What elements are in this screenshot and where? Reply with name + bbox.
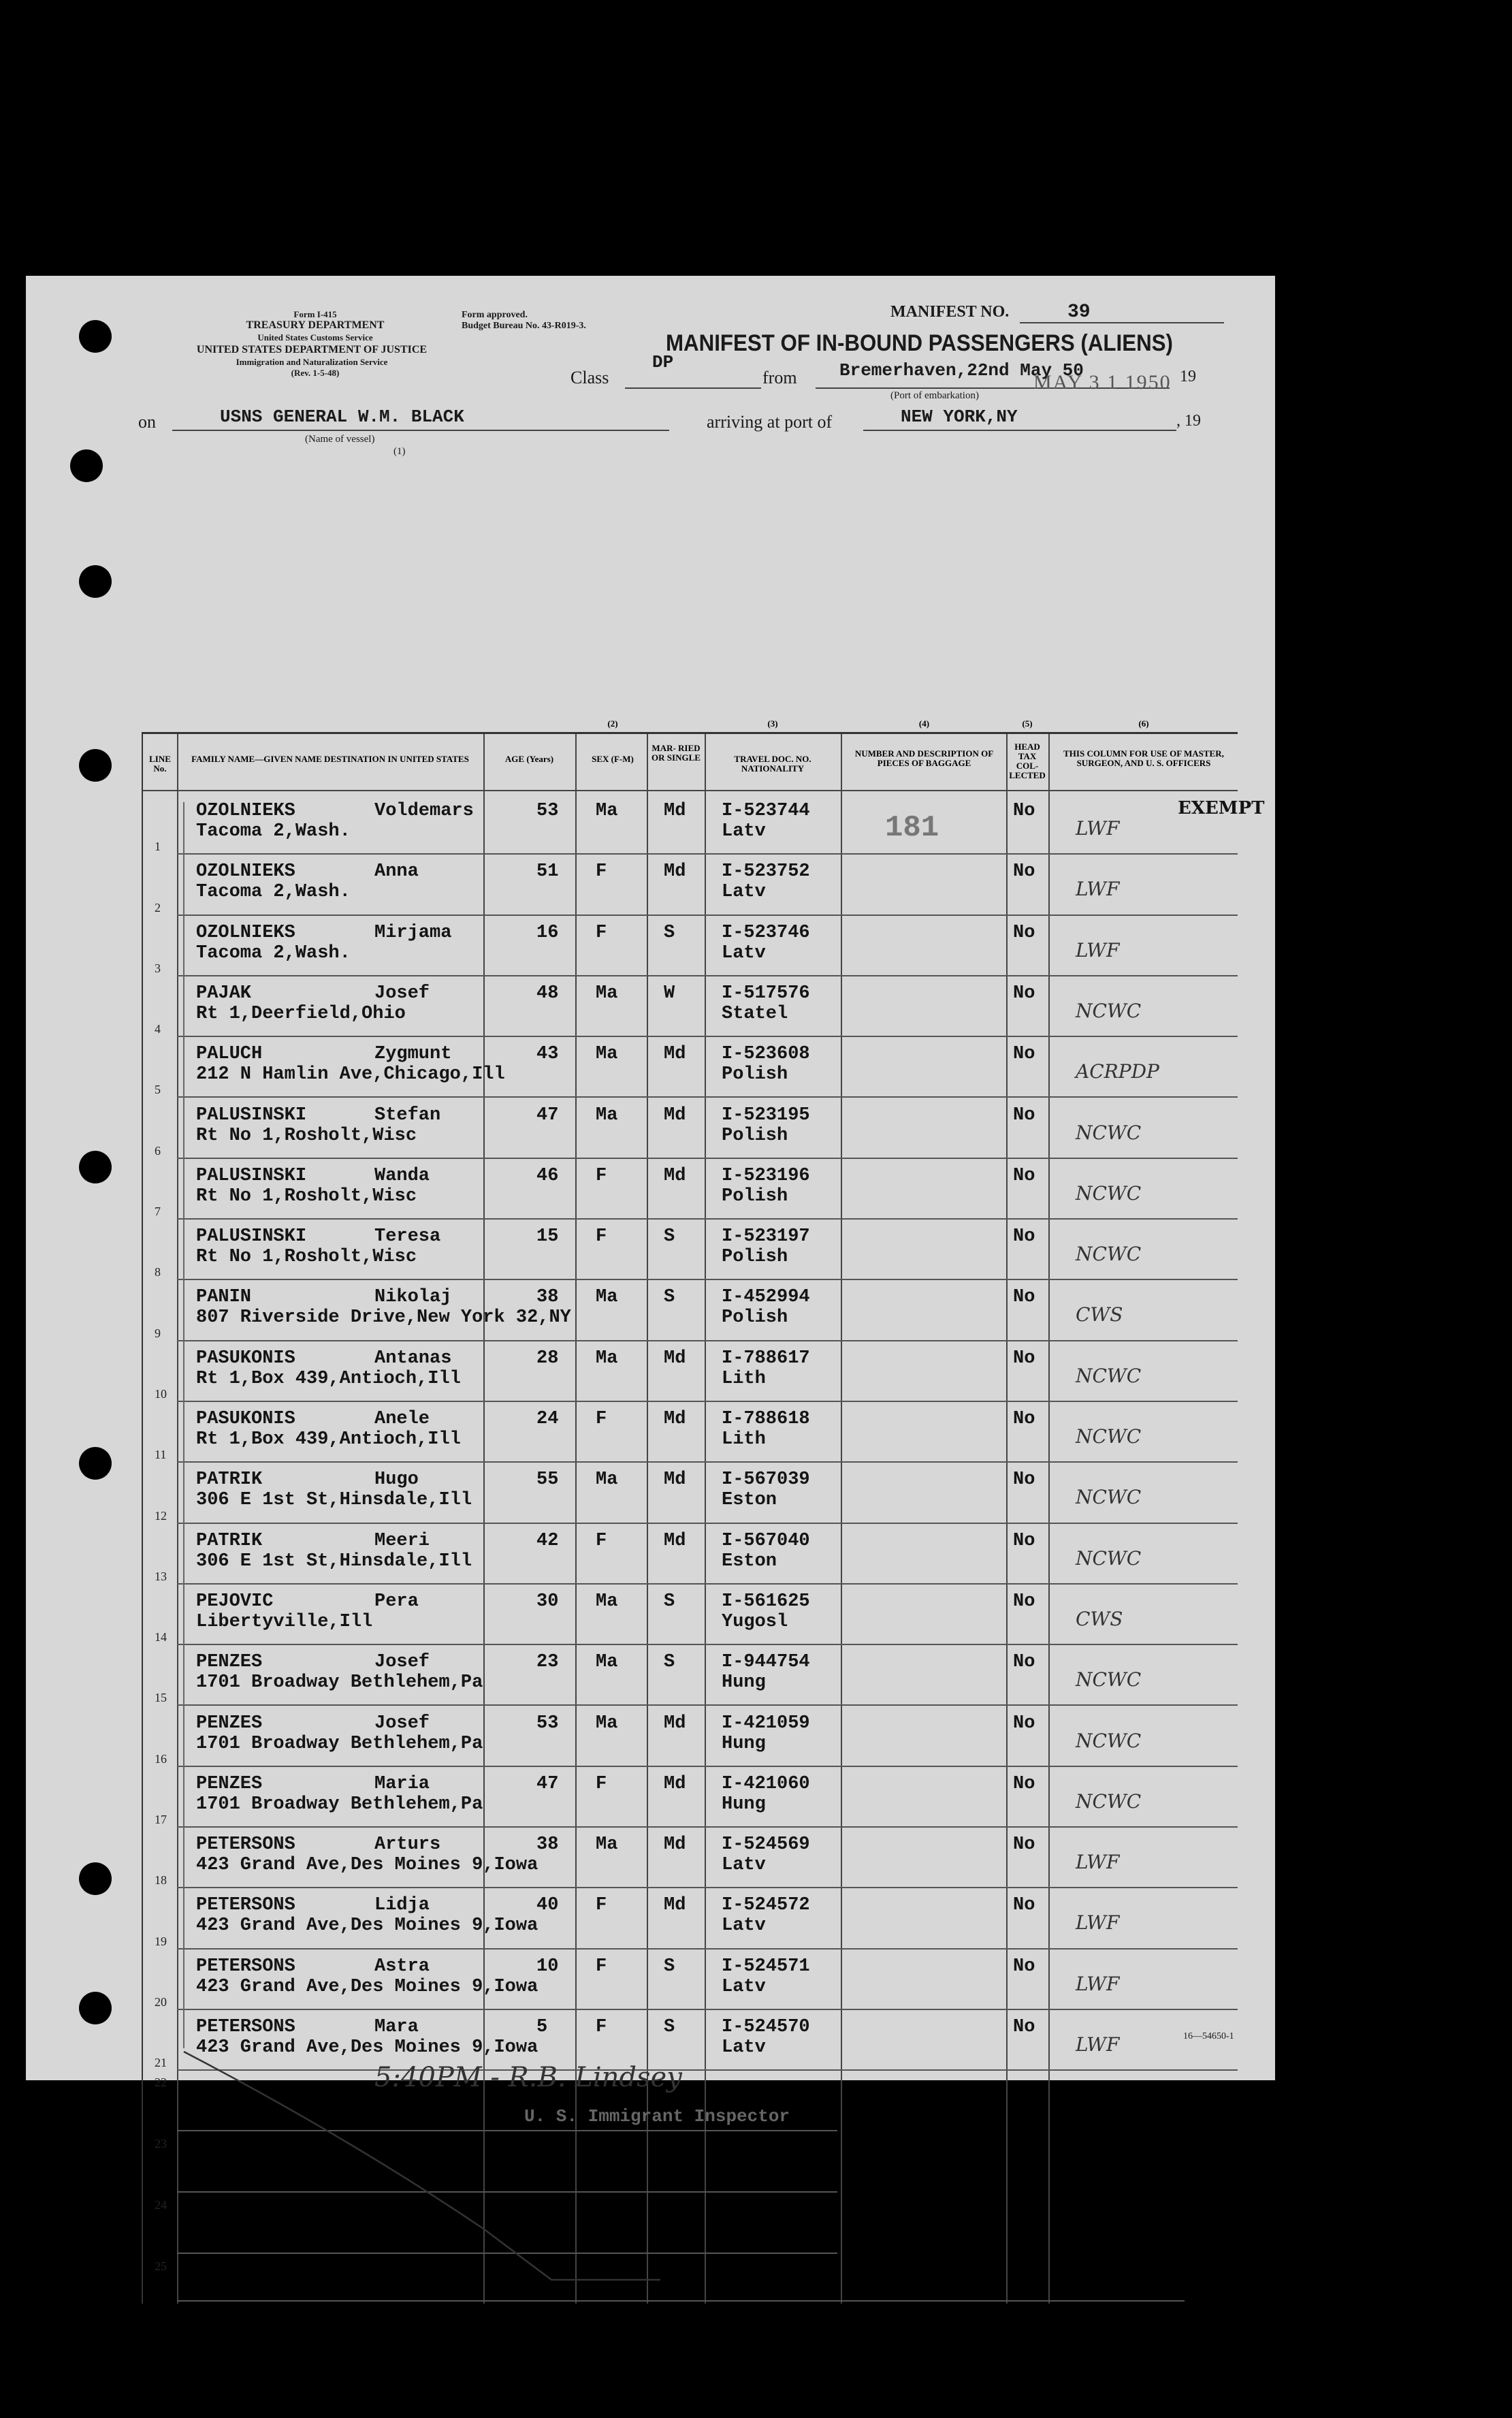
surname: PENZES	[196, 1652, 263, 1673]
travel-doc-no: I-524571	[722, 1956, 810, 1977]
line-number: 23	[155, 2137, 167, 2150]
arriving-label: arriving at port of	[707, 412, 833, 432]
officer-note: NCWC	[1076, 1546, 1142, 1570]
sex: Ma	[596, 1287, 618, 1308]
sex: F	[596, 1530, 607, 1551]
officer-note: NCWC	[1076, 1729, 1142, 1752]
travel-doc-no: I-523744	[722, 801, 810, 821]
head-tax: No	[1013, 1469, 1035, 1491]
nationality: Polish	[722, 1247, 788, 1268]
destination: 423 Grand Ave,Des Moines 9,Iowa	[196, 2037, 538, 2058]
stamp-date: MAY 3 1 1950	[1033, 371, 1172, 394]
binder-hole	[79, 749, 112, 782]
age: 53	[536, 1713, 559, 1734]
footer-code: 16—54650-1	[1183, 2031, 1234, 2041]
nationality: Eston	[722, 1490, 777, 1511]
nationality: Latv	[722, 942, 766, 964]
year-suffix: 19	[1180, 368, 1196, 385]
from-value: Bremerhaven,22nd May 50	[839, 360, 1084, 381]
surname: PALUCH	[196, 1044, 263, 1065]
form-approved: Form approved.	[462, 310, 528, 320]
manifest-sheet	[26, 276, 1275, 2273]
exempt-note: EXEMPT	[1178, 798, 1265, 818]
head-tax: No	[1013, 1591, 1035, 1612]
class-line	[625, 387, 761, 389]
age: 43	[536, 1044, 559, 1065]
travel-doc-no: I-788618	[722, 1409, 810, 1429]
given-name: Teresa	[374, 1226, 441, 1247]
nationality: Polish	[722, 1064, 788, 1085]
nationality: Polish	[722, 1186, 788, 1207]
passenger-table	[142, 718, 1265, 2304]
inspector-caption: U. S. Immigrant Inspector	[524, 2106, 790, 2127]
head-tax: No	[1013, 922, 1035, 943]
marital-status: Md	[664, 1773, 686, 1794]
cancel-stroke	[143, 734, 688, 2304]
age: 38	[536, 1834, 559, 1856]
marital-status: Md	[664, 1834, 686, 1856]
marital-status: Md	[664, 861, 686, 882]
head-tax: No	[1013, 861, 1035, 882]
header-officers: THIS COLUMN FOR USE OF MASTER, SURGEON, AND U. S. OFFICERS	[1063, 748, 1224, 768]
officer-note: NCWC	[1076, 1243, 1142, 1266]
officer-note: CWS	[1076, 1303, 1123, 1326]
head-tax: No	[1013, 1348, 1035, 1369]
line-number: 3	[155, 961, 161, 975]
sex: Ma	[596, 1713, 618, 1734]
marital-status: S	[664, 1591, 675, 1612]
age: 38	[536, 1287, 559, 1308]
officer-note: ACRPDP	[1076, 1060, 1159, 1083]
surname: OZOLNIEKS	[196, 801, 295, 821]
nationality: Hung	[722, 1794, 766, 1815]
manifest-no-label: MANIFEST NO.	[890, 303, 1010, 321]
age: 46	[536, 1165, 559, 1186]
sex: Ma	[596, 1591, 618, 1612]
sex: Ma	[596, 1652, 618, 1673]
age: 16	[536, 922, 559, 943]
sex: Ma	[596, 1469, 618, 1491]
surname: PETERSONS	[196, 1834, 295, 1856]
age: 47	[536, 1773, 559, 1794]
age: 55	[536, 1469, 559, 1491]
line-number: 15	[155, 1691, 167, 1705]
given-name: Antanas	[374, 1348, 452, 1369]
line-number: 6	[155, 1143, 161, 1158]
destination: 1701 Broadway Bethlehem,Pa	[196, 1794, 483, 1815]
given-name: Meeri	[374, 1530, 430, 1551]
on-label: on	[138, 412, 156, 432]
given-name: Voldemars	[374, 801, 474, 821]
marital-status: Md	[664, 801, 686, 821]
destination: Rt 1,Box 439,Antioch,Ill	[196, 1368, 461, 1389]
given-name: Lidja	[374, 1895, 430, 1916]
header-headtax: HEAD TAX COL- LECTED	[1009, 742, 1046, 780]
travel-doc-no: I-944754	[722, 1652, 810, 1673]
sex: Ma	[596, 801, 618, 821]
travel-doc-no: I-523195	[722, 1104, 810, 1126]
given-name: Arturs	[374, 1834, 441, 1856]
officer-note: LWF	[1076, 817, 1120, 840]
manifest-title: MANIFEST OF IN-BOUND PASSENGERS (ALIENS)	[666, 330, 1173, 356]
officer-note: NCWC	[1076, 1789, 1142, 1813]
travel-doc-no: I-421059	[722, 1713, 810, 1734]
head-tax: No	[1013, 1956, 1035, 1977]
travel-doc-no: I-452994	[722, 1287, 810, 1308]
officer-note: LWF	[1076, 1851, 1120, 1874]
age: 24	[536, 1409, 559, 1429]
given-name: Maria	[374, 1773, 430, 1794]
head-tax: No	[1013, 1409, 1035, 1429]
nationality: Latv	[722, 2037, 766, 2058]
line-number: 5	[155, 1083, 161, 1097]
destination: Tacoma 2,Wash.	[196, 942, 351, 964]
given-name: Pera	[374, 1591, 419, 1612]
destination: 423 Grand Ave,Des Moines 9,Iowa	[196, 1915, 538, 1937]
age: 42	[536, 1530, 559, 1551]
given-name: Josef	[374, 1713, 430, 1734]
line-number: 16	[155, 1751, 167, 1766]
given-name: Zygmunt	[374, 1044, 452, 1065]
given-name: Wanda	[374, 1165, 430, 1186]
officer-note: LWF	[1076, 1972, 1120, 1995]
age: 48	[536, 983, 559, 1004]
given-name: Josef	[374, 983, 430, 1004]
officer-note: NCWC	[1076, 1668, 1142, 1691]
class-label: Class	[570, 368, 609, 387]
destination: 306 E 1st St,Hinsdale,Ill	[196, 1550, 472, 1572]
header-travel-col: (3)	[767, 718, 778, 729]
marital-status: Md	[664, 1348, 686, 1369]
budget-bureau: Budget Bureau No. 43-R019-3.	[462, 321, 586, 331]
surname: PALUSINSKI	[196, 1104, 307, 1126]
destination: 1701 Broadway Bethlehem,Pa	[196, 1733, 483, 1754]
sex: F	[596, 2017, 607, 2037]
port-embarkation-caption: (Port of embarkation)	[890, 390, 979, 401]
header-married: MAR- RIED OR SINGLE	[652, 743, 701, 763]
line-number: 19	[155, 1934, 167, 1948]
sex: F	[596, 922, 607, 943]
nationality: Latv	[722, 821, 766, 842]
header-sex-col: (2)	[607, 718, 618, 729]
year-suffix-2: , 19	[1176, 412, 1201, 430]
line-number: 17	[155, 1813, 167, 1827]
officer-note: NCWC	[1076, 1181, 1142, 1205]
revision: (Rev. 1-5-48)	[291, 368, 340, 378]
arrival-line	[863, 430, 1176, 431]
officer-note: LWF	[1076, 2033, 1120, 2056]
destination: Tacoma 2,Wash.	[196, 821, 351, 842]
travel-doc-no: I-524572	[722, 1895, 810, 1916]
destination: Rt No 1,Rosholt,Wisc	[196, 1186, 417, 1207]
nationality: Hung	[722, 1672, 766, 1693]
line-number: 14	[155, 1630, 167, 1644]
header-travel: TRAVEL DOC. NO. NATIONALITY	[734, 754, 811, 774]
surname: PETERSONS	[196, 1895, 295, 1916]
destination: 306 E 1st St,Hinsdale,Ill	[196, 1490, 472, 1511]
destination: Rt 1,Box 439,Antioch,Ill	[196, 1429, 461, 1450]
marital-status: Md	[664, 1469, 686, 1491]
surname: PAJAK	[196, 983, 252, 1004]
nationality: Latv	[722, 1976, 766, 1997]
nationality: Lith	[722, 1429, 766, 1450]
officer-note: LWF	[1076, 938, 1120, 961]
head-tax: No	[1013, 1652, 1035, 1673]
sex: F	[596, 1956, 607, 1977]
destination: Rt No 1,Rosholt,Wisc	[196, 1125, 417, 1146]
age: 51	[536, 861, 559, 882]
travel-doc-no: I-524569	[722, 1834, 810, 1856]
surname: PATRIK	[196, 1469, 263, 1491]
line-number: 10	[155, 1386, 167, 1401]
sex: Ma	[596, 1348, 618, 1369]
destination: 1701 Broadway Bethlehem,Pa	[196, 1672, 483, 1693]
marital-status: S	[664, 922, 675, 943]
form-number: Form I-415	[293, 309, 337, 319]
given-name: Stefan	[374, 1104, 441, 1126]
age: 15	[536, 1226, 559, 1247]
manifest-no-line	[1020, 322, 1224, 323]
sex: F	[596, 1226, 607, 1247]
line-number: 22	[155, 2075, 167, 2089]
binder-hole	[79, 1992, 112, 2024]
given-name: Nikolaj	[374, 1287, 452, 1308]
surname: OZOLNIEKS	[196, 922, 295, 943]
surname: PENZES	[196, 1773, 263, 1794]
justice-department: UNITED STATES DEPARTMENT OF JUSTICE	[196, 344, 428, 355]
head-tax: No	[1013, 1713, 1035, 1734]
officer-note: NCWC	[1076, 1425, 1142, 1448]
head-tax: No	[1013, 1287, 1035, 1308]
nationality: Latv	[722, 882, 766, 903]
customs-service: United States Customs Service	[257, 332, 373, 343]
destination: 807 Riverside Drive,New York 32,NY	[196, 1307, 571, 1329]
head-tax: No	[1013, 1104, 1035, 1126]
age: 28	[536, 1348, 559, 1369]
line-number: 7	[155, 1205, 161, 1219]
surname: PENZES	[196, 1713, 263, 1734]
head-tax: No	[1013, 1773, 1035, 1794]
vessel-name: USNS GENERAL W.M. BLACK	[220, 407, 464, 427]
given-name: Anna	[374, 861, 419, 882]
surname: PANIN	[196, 1287, 252, 1308]
surname: PALUSINSKI	[196, 1165, 307, 1186]
line-number: 24	[155, 2198, 167, 2212]
given-name: Mirjama	[374, 922, 452, 943]
marital-status: Md	[664, 1530, 686, 1551]
sex: F	[596, 1895, 607, 1916]
line-number: 2	[155, 900, 161, 914]
given-name: Hugo	[374, 1469, 419, 1491]
nationality: Hung	[722, 1733, 766, 1754]
travel-doc-no: I-788617	[722, 1348, 810, 1369]
travel-doc-no: I-524570	[722, 2017, 810, 2037]
vessel-caption: (Name of vessel)	[305, 434, 375, 445]
head-tax: No	[1013, 1226, 1035, 1247]
nationality: Lith	[722, 1368, 766, 1389]
department: TREASURY DEPARTMENT	[246, 319, 385, 331]
sex: Ma	[596, 983, 618, 1004]
age: 10	[536, 1956, 559, 1977]
line-number: 12	[155, 1508, 167, 1523]
destination: 423 Grand Ave,Des Moines 9,Iowa	[196, 1976, 538, 1997]
given-name: Astra	[374, 1956, 430, 1977]
age: 23	[536, 1652, 559, 1673]
surname: OZOLNIEKS	[196, 861, 295, 882]
marital-status: S	[664, 1226, 675, 1247]
line-number: 9	[155, 1326, 161, 1340]
line-number: 21	[155, 2056, 167, 2070]
line-number: 11	[155, 1448, 167, 1462]
header-age: AGE (Years)	[504, 754, 554, 764]
age: 5	[536, 2017, 548, 2037]
surname: PEJOVIC	[196, 1591, 274, 1612]
travel-doc-no: I-523608	[722, 1044, 810, 1065]
line-number: 4	[155, 1022, 161, 1036]
marital-status: Md	[664, 1104, 686, 1126]
travel-doc-no: I-517576	[722, 983, 810, 1004]
marital-status: S	[664, 1956, 675, 1977]
officer-note: LWF	[1076, 1911, 1120, 1935]
from-label: from	[762, 368, 797, 387]
given-name: Josef	[374, 1652, 430, 1673]
surname: PASUKONIS	[196, 1409, 295, 1429]
head-tax: No	[1013, 1044, 1035, 1065]
marital-status: Md	[664, 1165, 686, 1186]
manifest-no-value: 39	[1067, 302, 1091, 323]
nationality: Statel	[722, 1003, 788, 1024]
officer-note: NCWC	[1076, 1364, 1142, 1387]
destination: Rt 1,Deerfield,Ohio	[196, 1003, 406, 1024]
ins-service: Immigration and Naturalization Service	[236, 357, 388, 367]
nationality: Latv	[722, 1915, 766, 1937]
nationality: Eston	[722, 1550, 777, 1572]
travel-doc-no: I-523196	[722, 1165, 810, 1186]
travel-doc-no: I-421060	[722, 1773, 810, 1794]
head-tax: No	[1013, 1530, 1035, 1551]
travel-doc-no: I-567039	[722, 1469, 810, 1491]
age: 53	[536, 801, 559, 821]
travel-doc-no: I-523746	[722, 922, 810, 943]
header-officers-col: (6)	[1138, 718, 1149, 729]
surname: PETERSONS	[196, 1956, 295, 1977]
line-number: 20	[155, 1994, 167, 2009]
header-line-no: LINE No.	[149, 754, 171, 774]
officer-note: NCWC	[1076, 999, 1142, 1022]
header-headtax-col: (5)	[1022, 718, 1033, 729]
sex: Ma	[596, 1834, 618, 1856]
class-value: DP	[652, 352, 674, 372]
given-name: Mara	[374, 2017, 419, 2037]
surname: PETERSONS	[196, 2017, 295, 2037]
nationality: Polish	[722, 1307, 788, 1329]
destination: Rt No 1,Rosholt,Wisc	[196, 1247, 417, 1268]
nationality: Latv	[722, 1855, 766, 1876]
surname: PATRIK	[196, 1530, 263, 1551]
header-baggage: NUMBER AND DESCRIPTION OF PIECES OF BAGGAGE	[854, 748, 994, 768]
line-number: 1	[155, 840, 161, 854]
marital-status: S	[664, 1287, 675, 1308]
binder-hole	[79, 1862, 112, 1895]
head-tax: No	[1013, 1165, 1035, 1186]
head-tax: No	[1013, 801, 1035, 821]
marital-status: S	[664, 1652, 675, 1673]
age: 30	[536, 1591, 559, 1612]
travel-doc-no: I-523752	[722, 861, 810, 882]
travel-doc-no: I-567040	[722, 1530, 810, 1551]
sex: F	[596, 1773, 607, 1794]
age: 47	[536, 1104, 559, 1126]
binder-hole	[79, 1447, 112, 1480]
marital-status: W	[664, 983, 675, 1004]
binder-hole	[79, 320, 112, 353]
officer-note: LWF	[1076, 878, 1120, 901]
head-tax: No	[1013, 1895, 1035, 1916]
nationality: Yugosl	[722, 1611, 788, 1632]
sex: Ma	[596, 1104, 618, 1126]
officer-note: CWS	[1076, 1607, 1123, 1630]
binder-hole	[70, 449, 103, 482]
given-name: Anele	[374, 1409, 430, 1429]
line-number: 18	[155, 1873, 167, 1888]
head-tax: No	[1013, 983, 1035, 1004]
marital-status: Md	[664, 1409, 686, 1429]
travel-doc-no: I-523197	[722, 1226, 810, 1247]
line-number: 25	[155, 2259, 167, 2273]
sex: F	[596, 1409, 607, 1429]
head-tax: No	[1013, 1834, 1035, 1856]
destination: 423 Grand Ave,Des Moines 9,Iowa	[196, 1855, 538, 1876]
surname: PASUKONIS	[196, 1348, 295, 1369]
binder-hole	[79, 565, 112, 598]
binder-hole	[79, 1151, 112, 1183]
vessel-line	[172, 430, 669, 431]
header-name: FAMILY NAME—GIVEN NAME DESTINATION IN UNITED STATES	[191, 754, 469, 764]
header-baggage-col: (4)	[918, 718, 930, 729]
marital-status: S	[664, 2017, 675, 2037]
officer-note: NCWC	[1076, 1121, 1142, 1144]
marital-status: Md	[664, 1044, 686, 1065]
destination: Libertyville,Ill	[196, 1611, 373, 1632]
header-sex: SEX (F-M)	[592, 754, 634, 764]
vessel-col: (1)	[393, 446, 406, 457]
travel-doc-no: I-561625	[722, 1591, 810, 1612]
sex: F	[596, 1165, 607, 1186]
nationality: Polish	[722, 1125, 788, 1146]
line-number: 13	[155, 1569, 167, 1583]
port-of-arrival: NEW YORK,NY	[901, 407, 1018, 427]
marital-status: Md	[664, 1895, 686, 1916]
line-number: 8	[155, 1265, 161, 1279]
age: 40	[536, 1895, 559, 1916]
officer-note: NCWC	[1076, 1486, 1142, 1509]
baggage-count: 181	[885, 811, 939, 845]
sex: Ma	[596, 1044, 618, 1065]
destination: 212 N Hamlin Ave,Chicago,Ill	[196, 1064, 505, 1085]
marital-status: Md	[664, 1713, 686, 1734]
sex: F	[596, 861, 607, 882]
head-tax: No	[1013, 2017, 1035, 2037]
destination: Tacoma 2,Wash.	[196, 882, 351, 903]
signoff-signature: 5:40PM - R.B. Lindsey	[374, 2062, 682, 2093]
surname: PALUSINSKI	[196, 1226, 307, 1247]
